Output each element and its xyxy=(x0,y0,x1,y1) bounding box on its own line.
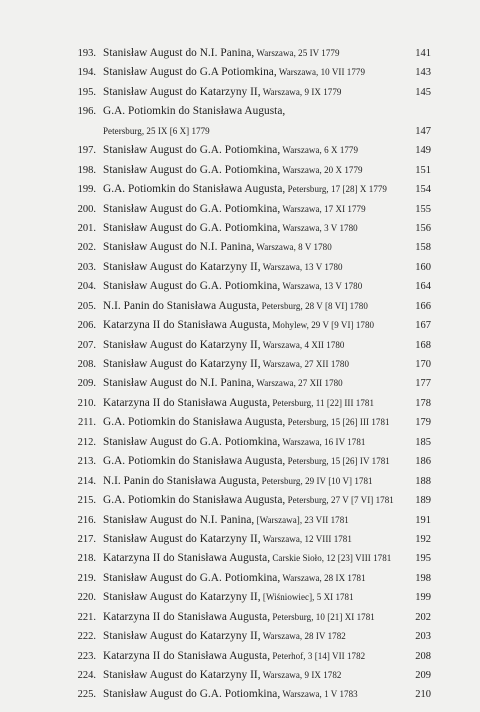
entry-title-text: Stanisław August do Katarzyny II, xyxy=(103,669,261,681)
toc-entry xyxy=(0,102,480,121)
entry-page-number: 188 xyxy=(415,475,431,487)
entry-title xyxy=(103,180,387,199)
entry-title xyxy=(103,394,374,413)
entry-title-text: Stanisław August do N.I. Panina, xyxy=(103,241,255,254)
entry-place-date: Warszawa, 28 IV 1782 xyxy=(260,631,346,642)
entry-page-number: 145 xyxy=(415,86,431,98)
entry-number: 211. xyxy=(78,417,96,429)
entry-title xyxy=(103,355,349,374)
entry-title-text: Stanisław August do G.A. Potiomkina, xyxy=(103,571,281,584)
entry-title xyxy=(103,647,365,666)
entry-title xyxy=(103,316,374,335)
entry-number: 196. xyxy=(77,106,96,118)
entry-title-text: G.A. Potiomkin do Stanisława Augusta, xyxy=(103,183,286,196)
entry-place-date: Warszawa, 9 IX 1779 xyxy=(260,86,342,97)
toc-entry xyxy=(0,277,480,296)
entry-place-date: Warszawa, 9 IX 1782 xyxy=(260,670,342,680)
entry-title-text: Stanisław August do G.A. Potiomkina, xyxy=(103,144,281,157)
entry-title-text: Katarzyna II do Stanisława Augusta, xyxy=(103,319,271,332)
toc-entry xyxy=(0,44,480,63)
entry-place-date: Warszawa, 12 VIII 1781 xyxy=(260,533,352,544)
entry-title-text: Stanisław August do N.I. Panina, xyxy=(103,47,255,59)
entry-title-text: G.A. Potiomkin do Stanisława Augusta, xyxy=(103,494,286,507)
entry-number: 207. xyxy=(77,339,96,351)
entry-place-date: Warszawa, 20 X 1779 xyxy=(280,164,363,175)
entry-place-date: [Wiśniowiec], 5 XI 1781 xyxy=(260,592,354,603)
entry-title-text: Stanisław August do G.A. Potiomkina, xyxy=(103,202,281,215)
entry-place-date: Petersburg, 10 [21] XI 1781 xyxy=(270,611,375,622)
entry-page-number: 186 xyxy=(415,456,431,468)
entry-title xyxy=(103,549,391,568)
entry-title-text: Stanisław August do G.A. Potiomkina, xyxy=(103,280,281,293)
entry-title-text: Stanisław August do Katarzyny II, xyxy=(103,532,261,545)
entry-page-number: 198 xyxy=(415,572,431,584)
entry-title xyxy=(103,258,343,277)
entry-title-text: Stanisław August do G.A. Potiomkina, xyxy=(103,435,281,448)
entry-place-date: Petersburg, 15 [26] III 1781 xyxy=(285,417,390,428)
entry-title xyxy=(103,141,358,160)
entry-title xyxy=(103,83,341,102)
entry-page-number: 199 xyxy=(415,592,431,604)
toc-entry xyxy=(0,588,480,607)
entry-page-number: 178 xyxy=(415,397,431,409)
toc-entry xyxy=(0,608,480,627)
entry-number: 212. xyxy=(77,436,96,448)
entry-page-number: 141 xyxy=(415,48,431,59)
entry-page-number: 155 xyxy=(415,203,431,215)
entry-number: 195. xyxy=(77,86,96,98)
entry-place-date: Petersburg, 29 IV [10 V] 1781 xyxy=(259,475,373,486)
toc-entry xyxy=(0,472,480,491)
entry-number: 202. xyxy=(77,242,96,254)
toc-entry xyxy=(0,433,480,452)
entry-place-date: Warszawa, 13 V 1780 xyxy=(260,261,343,272)
entry-title xyxy=(103,433,365,452)
entry-title xyxy=(103,530,352,549)
entry-number: 194. xyxy=(77,67,96,79)
entry-number: 217. xyxy=(77,533,96,545)
entry-title-text: N.I. Panin do Stanisława Augusta, xyxy=(103,299,260,312)
entry-title xyxy=(103,63,365,82)
toc-entry xyxy=(0,685,480,704)
entry-page-number: 167 xyxy=(415,320,431,332)
entry-title-text: Stanisław August do Katarzyny II, xyxy=(103,630,261,643)
entry-place-date: Warszawa, 27 XII 1780 xyxy=(254,378,343,389)
entry-place-date: Warszawa, 17 XI 1779 xyxy=(280,203,366,214)
toc-entry xyxy=(0,316,480,335)
toc-entry xyxy=(0,530,480,549)
toc-entry xyxy=(0,569,480,588)
entry-place-date: Warszawa, 8 V 1780 xyxy=(254,242,332,253)
toc-entry xyxy=(0,647,480,666)
toc-entry xyxy=(0,374,480,393)
entry-number: 209. xyxy=(77,378,96,390)
entry-title-text: G.A. Potiomkin do Stanisława Augusta, xyxy=(103,105,286,118)
entry-number: 215. xyxy=(77,495,96,507)
entry-page-number: 156 xyxy=(415,222,431,234)
entry-number: 216. xyxy=(77,514,96,526)
entry-page-number: 210 xyxy=(415,689,431,701)
entry-page-number: 154 xyxy=(415,184,431,196)
entry-title xyxy=(103,627,346,646)
entry-title xyxy=(103,608,375,627)
entry-page-number: 185 xyxy=(415,436,431,448)
entry-title-text: Stanisław August do Katarzyny II, xyxy=(103,260,261,273)
entry-place-date: Warszawa, 3 V 1780 xyxy=(280,222,358,233)
entry-number: 198. xyxy=(77,164,96,176)
entry-title xyxy=(103,200,366,219)
entry-page-number: 189 xyxy=(415,495,431,507)
entry-place-date: Petersburg, 25 IX [6 X] 1779 xyxy=(103,125,210,136)
entry-number: 225. xyxy=(77,689,96,701)
toc-entry xyxy=(0,666,480,685)
entry-number: 208. xyxy=(77,359,96,370)
toc-entry xyxy=(0,355,480,374)
entry-page-number: 168 xyxy=(415,339,431,351)
entry-place-date: Petersburg, 28 V [8 VI] 1780 xyxy=(259,300,368,311)
toc-entry xyxy=(0,161,480,180)
entry-number: 205. xyxy=(77,300,96,312)
entry-title-text: N.I. Panin do Stanisława Augusta, xyxy=(103,474,260,487)
entry-page-number: 158 xyxy=(415,242,431,254)
entry-title-text: Katarzyna II do Stanisława Augusta, xyxy=(103,396,271,409)
entry-title-text: Stanisław August do Katarzyny II, xyxy=(103,358,261,370)
entry-title xyxy=(103,238,332,257)
entry-place-date: Warszawa, 10 VII 1779 xyxy=(276,67,366,78)
toc-entry xyxy=(0,549,480,568)
entry-place-date: Warszawa, 25 IV 1779 xyxy=(254,48,340,58)
toc-entry xyxy=(0,219,480,238)
entry-title xyxy=(103,374,343,393)
entry-title-text: Katarzyna II do Stanisława Augusta, xyxy=(103,552,271,565)
entry-title-text: Stanisław August do Katarzyny II, xyxy=(103,338,261,351)
entry-title xyxy=(103,122,210,141)
toc-entry xyxy=(0,627,480,646)
entry-page-number: 149 xyxy=(415,145,431,157)
toc-entry xyxy=(0,122,480,141)
entry-place-date: Warszawa, 16 IV 1781 xyxy=(280,436,366,447)
entry-place-date: Petersburg, 15 [26] IV 1781 xyxy=(285,456,390,467)
entry-place-date: Warszawa, 28 IX 1781 xyxy=(280,572,366,583)
entry-number: 222. xyxy=(77,631,96,643)
toc-entry xyxy=(0,511,480,530)
entry-number: 203. xyxy=(77,261,96,273)
entry-page-number: 203 xyxy=(415,631,431,643)
entry-number: 224. xyxy=(77,670,96,681)
entry-title-text: Katarzyna II do Stanisława Augusta, xyxy=(103,610,271,623)
entry-title xyxy=(103,452,390,471)
entry-title xyxy=(103,44,340,63)
entry-title xyxy=(103,413,390,432)
entry-number: 193. xyxy=(77,48,96,59)
entry-place-date: Warszawa, 13 V 1780 xyxy=(280,281,363,292)
entry-title xyxy=(103,297,368,316)
toc-entry xyxy=(0,238,480,257)
entry-page-number: 143 xyxy=(415,67,431,79)
entry-page-number: 147 xyxy=(415,125,431,137)
entry-place-date: Carskie Sioło, 12 [23] VIII 1781 xyxy=(270,553,392,564)
entry-title-text: Stanisław August do G.A. Potiomkina, xyxy=(103,221,281,234)
toc-entry xyxy=(0,258,480,277)
entry-page-number: 160 xyxy=(415,261,431,273)
toc-entry xyxy=(0,336,480,355)
entry-number: 213. xyxy=(77,456,96,468)
entry-number: 210. xyxy=(77,397,96,409)
entry-place-date: Petersburg, 17 [28] X 1779 xyxy=(285,184,387,195)
entry-page-number: 151 xyxy=(415,164,431,176)
entry-number: 204. xyxy=(77,281,96,293)
entry-title-text: Stanisław August do N.I. Panina, xyxy=(103,513,255,526)
entry-title-text: Stanisław August do N.I. Panina, xyxy=(103,377,255,390)
entry-number: 221. xyxy=(77,611,96,623)
entry-title xyxy=(103,511,349,530)
toc-entry xyxy=(0,297,480,316)
entry-place-date: Warszawa, 27 XII 1780 xyxy=(260,359,350,369)
entry-place-date: [Warszawa], 23 VII 1781 xyxy=(254,514,349,525)
entry-title xyxy=(103,666,341,685)
entry-number: 200. xyxy=(77,203,96,215)
entry-place-date: Warszawa, 4 XII 1780 xyxy=(260,339,345,350)
entry-title xyxy=(103,336,344,355)
entry-number: 201. xyxy=(77,222,96,234)
entry-number: 214. xyxy=(77,475,96,487)
toc-entry xyxy=(0,63,480,82)
entry-place-date: Mohylew, 29 V [9 VI] 1780 xyxy=(270,320,375,331)
entry-place-date: Petersburg, 11 [22] III 1781 xyxy=(270,397,375,408)
entry-page-number: 202 xyxy=(415,611,431,623)
entry-number: 218. xyxy=(77,553,96,565)
entry-page-number: 170 xyxy=(415,359,431,370)
entry-title xyxy=(103,219,358,238)
entry-title xyxy=(103,588,354,607)
entry-number: 199. xyxy=(77,184,96,196)
toc-entry xyxy=(0,83,480,102)
entry-title xyxy=(103,491,394,510)
entry-page-number: 209 xyxy=(415,670,431,681)
entry-place-date: Warszawa, 6 X 1779 xyxy=(280,145,359,156)
toc-entry xyxy=(0,141,480,160)
entry-title-text: Stanisław August do G.A. Potiomkina, xyxy=(103,688,281,701)
entry-page-number: 177 xyxy=(415,378,431,390)
entry-place-date: Warszawa, 1 V 1783 xyxy=(280,689,358,700)
entry-number: 223. xyxy=(77,650,96,662)
entry-page-number: 192 xyxy=(415,533,431,545)
entry-page-number: 195 xyxy=(415,553,431,565)
entry-number: 220. xyxy=(77,592,96,604)
entry-title xyxy=(103,569,366,588)
entry-title-text: Katarzyna II do Stanisława Augusta, xyxy=(103,649,271,662)
entry-title-text: Stanisław August do G.A Potiomkina, xyxy=(103,66,277,79)
entry-page-number: 191 xyxy=(415,514,431,526)
entry-page-number: 164 xyxy=(415,281,431,293)
entry-title xyxy=(103,472,373,491)
entry-title-text: G.A. Potiomkin do Stanisława Augusta, xyxy=(103,455,286,468)
entry-title-text: Stanisław August do G.A. Potiomkina, xyxy=(103,163,281,176)
table-of-contents xyxy=(0,44,480,705)
entry-number: 197. xyxy=(77,145,96,157)
entry-title xyxy=(103,161,363,180)
entry-place-date: Petersburg, 27 V [7 VI] 1781 xyxy=(285,495,394,506)
entry-number: 206. xyxy=(77,320,96,332)
toc-entry xyxy=(0,413,480,432)
toc-entry xyxy=(0,394,480,413)
entry-title xyxy=(103,102,285,121)
toc-entry xyxy=(0,180,480,199)
entry-page-number: 208 xyxy=(415,650,431,662)
entry-place-date: Peterhof, 3 [14] VII 1782 xyxy=(270,650,366,661)
entry-title xyxy=(103,277,362,296)
entry-title-text: Stanisław August do Katarzyny II, xyxy=(103,85,261,98)
entry-page-number: 166 xyxy=(415,300,431,312)
entry-page-number: 179 xyxy=(415,417,431,429)
entry-title-text: G.A. Potiomkin do Stanisława Augusta, xyxy=(103,416,286,429)
entry-title xyxy=(103,685,358,704)
toc-entry xyxy=(0,491,480,510)
entry-title-text: Stanisław August do Katarzyny II, xyxy=(103,591,261,604)
entry-number: 219. xyxy=(77,572,96,584)
toc-entry xyxy=(0,200,480,219)
toc-entry xyxy=(0,452,480,471)
